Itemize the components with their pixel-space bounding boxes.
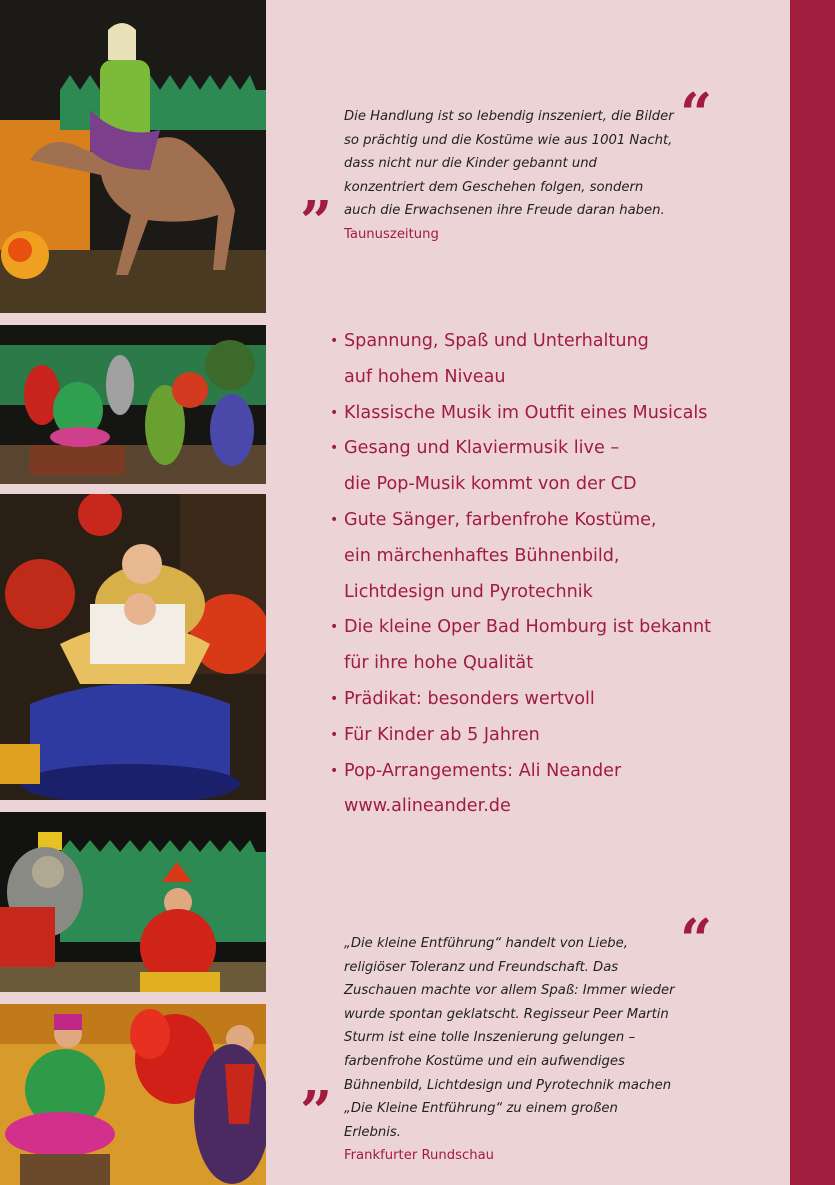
feature-item: • Gesang und Klaviermusik live – — [330, 431, 711, 467]
blonde-and-sultan-photo — [0, 494, 266, 800]
camel-rider-photo — [0, 0, 266, 313]
feature-item: • Prädikat: besonders wertvoll — [330, 682, 711, 718]
quote-bottom-source: Frankfurter Rundschau — [344, 1148, 495, 1164]
feature-item-continuation: ein märchenhaftes Bühnenbild, — [344, 545, 620, 566]
feature-list — [330, 324, 711, 825]
feature-item: • Pop-Arrangements: Ali Neander — [330, 754, 711, 790]
quote-top-text: Die Handlung ist so lebendig inszeniert, die Bilder so prächtig und die Kostüme wie aus 1001 Nacht, dass nicht nur die Kinder gebannt und konzentriert dem Geschehen folgen, sondern auch die Erwachsenen ihre Freude daran haben. — [344, 109, 674, 219]
quote-bottom-text: „Die kleine Entführung“ handelt von Liebe, religiöser Toleranz und Freundschaft. Das Zuschauen machte vor allem Spaß: Immer wieder wurde spontan geklatscht. Regisseur Peer Martin Sturm ist eine tolle Inszenierung gelungen – farbenfrohe Kostüme und ein aufwendiges Bühnenbild, Lichtdesign und Pyrotechnik machen „Die Kleine Entführung“ zu einem großen Erlebnis. — [344, 936, 675, 1140]
accent-sidebar — [790, 0, 835, 1185]
feature-item: • Spannung, Spaß und Unterhaltung — [330, 324, 711, 360]
quote-top — [344, 105, 679, 247]
feature-item: • Für Kinder ab 5 Jahren — [330, 718, 711, 754]
feature-item: • Klassische Musik im Outfit eines Musicals — [330, 396, 711, 432]
quote-bottom — [344, 932, 679, 1168]
photo-column — [0, 0, 266, 1185]
monkey-costume-photo — [0, 812, 266, 992]
website-link[interactable]: www.alineander.de — [344, 796, 511, 817]
feature-item-continuation: die Pop-Musik kommt von der CD — [344, 474, 637, 495]
feature-item: • Die kleine Oper Bad Homburg ist bekannt — [330, 610, 711, 646]
feature-item: • Gute Sänger, farbenfrohe Kostüme, — [330, 503, 711, 539]
feature-item-continuation: Lichtdesign und Pyrotechnik — [344, 581, 593, 602]
sultan-and-man-photo — [0, 1004, 266, 1185]
closing-quote-mark-top: ” — [300, 189, 333, 255]
feature-item-continuation: auf hohem Niveau — [344, 366, 506, 387]
opening-quote-mark-bottom: “ — [680, 907, 713, 973]
ensemble-photo — [0, 325, 266, 484]
quote-top-source: Taunuszeitung — [344, 226, 439, 242]
opening-quote-mark-top: “ — [680, 81, 713, 147]
closing-quote-mark-bottom: ” — [300, 1079, 333, 1145]
feature-item-continuation: für ihre hohe Qualität — [344, 653, 534, 674]
